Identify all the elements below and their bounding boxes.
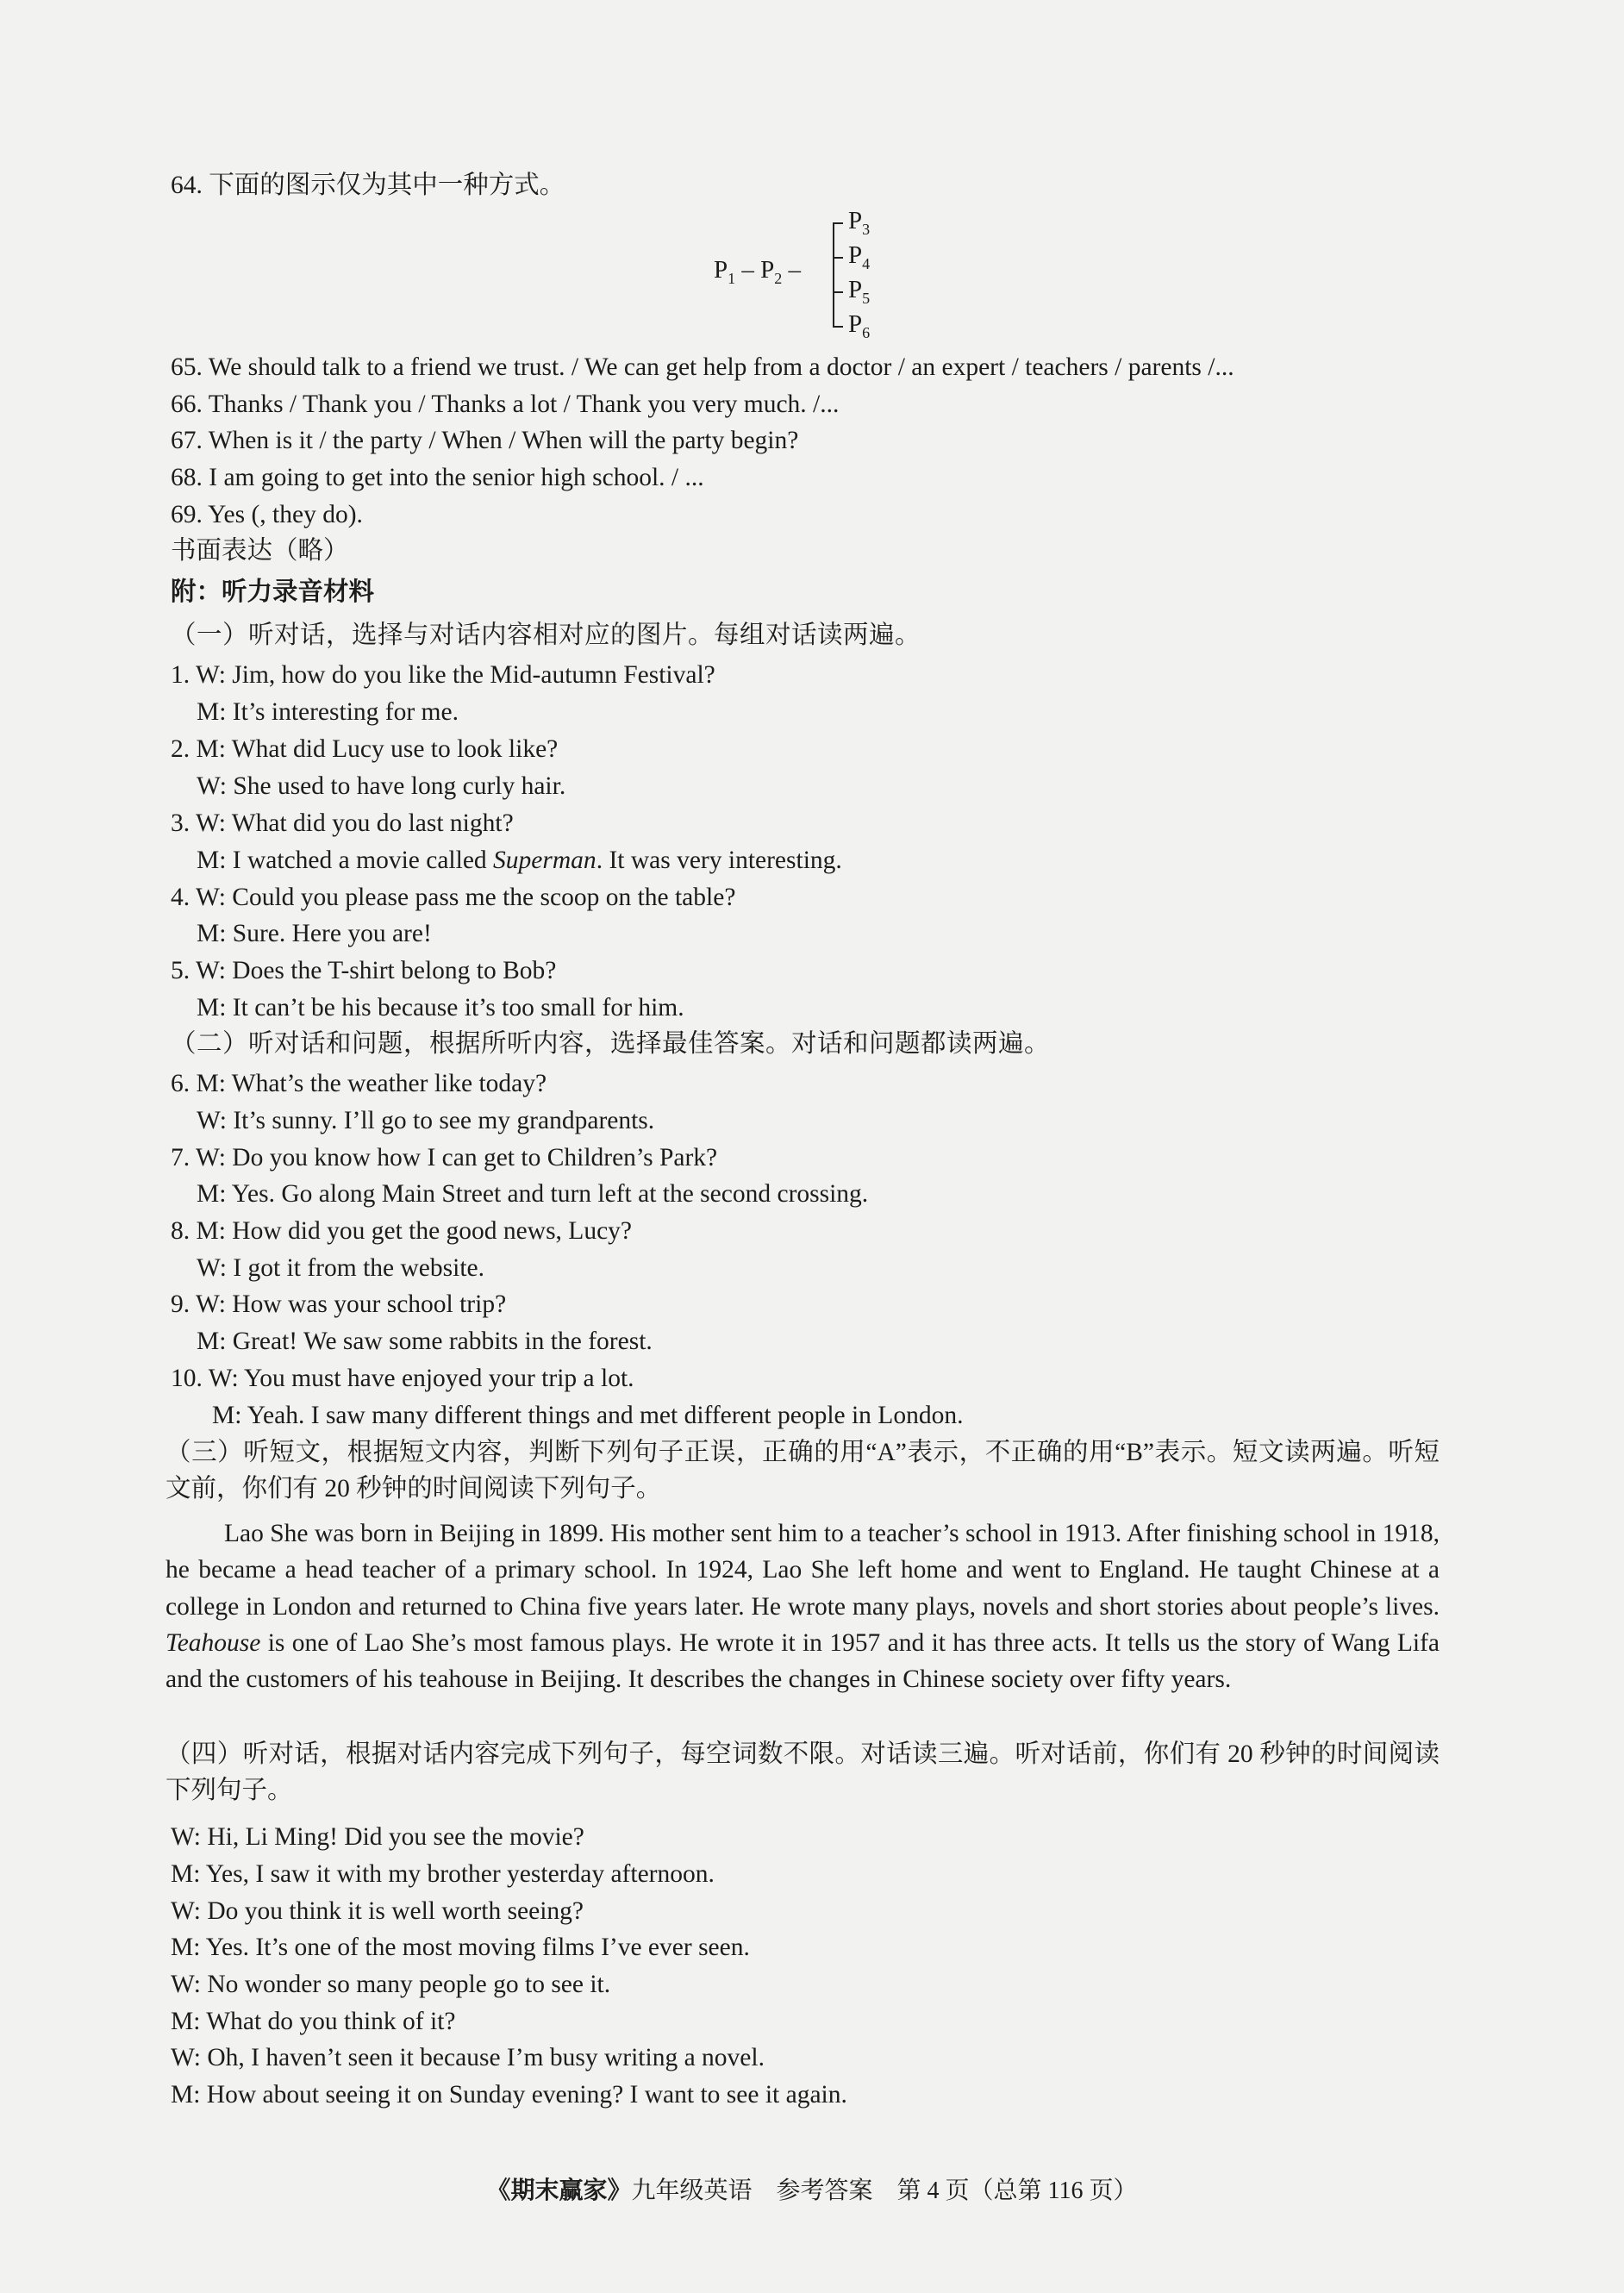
dialogue-line: W: No wonder so many people go to see it. — [171, 1971, 611, 1998]
dialogue-line: W: She used to have long curly hair. — [197, 772, 566, 800]
dialogue-line: M: Yes, I saw it with my brother yesterday afternoon. — [171, 1860, 715, 1888]
dialogue-line: M: Great! We saw some rabbits in the forest. — [197, 1328, 653, 1355]
pathway-diagram — [714, 207, 912, 341]
answer-64: 64. 下面的图示仅为其中一种方式。 — [171, 172, 565, 199]
section-3-heading: （三）听短文，根据短文内容，判断下列句子正误，正确的用“A”表示，不正确的用“B”表示。短文读两遍。听短文前，你们有 20 秒钟的时间阅读下列句子。 — [166, 1439, 1440, 1503]
answer-69: 69. Yes (, they do). — [171, 501, 363, 528]
dialogue-line: W: Oh, I haven’t seen it because I’m busy writing a novel. — [171, 2044, 765, 2071]
section-4-heading: （四）听对话，根据对话内容完成下列句子，每空词数不限。对话读三遍。听对话前，你们有 20 秒钟的时间阅读下列句子。 — [166, 1740, 1440, 1804]
diagram-left-part: $P_1 - P_2$ – — [714, 256, 802, 287]
dialogue-line: 3. W: What did you do last night? — [171, 809, 514, 837]
answer-67: 67. When is it / the party / When / When will the party begin? — [171, 427, 799, 454]
diagram-branch: $P_4$ — [848, 241, 871, 272]
footer-page-info: 九年级英语 参考答案 第 4 页（总第 116 页） — [631, 2177, 1138, 2204]
dialogue-line: M: Yeah. I saw many different things and met different people in London. — [212, 1402, 964, 1429]
section-2-heading: （二）听对话和问题，根据所听内容，选择最佳答案。对话和问题都读两遍。 — [171, 1030, 1051, 1058]
answer-66: 66. Thanks / Thank you / Thanks a lot / Thank you very much. /... — [171, 390, 840, 418]
answer-65: 65. We should talk to a friend we trust. / We can get help from a doctor / an expert / teachers / parents /... — [171, 353, 1234, 381]
movie-title: Superman — [493, 847, 597, 874]
answer-68: 68. I am going to get into the senior high school. / ... — [171, 464, 704, 491]
dialogue-line: 5. W: Does the T-shirt belong to Bob? — [171, 957, 557, 984]
diagram-branch: $P_5$ — [848, 276, 871, 307]
dialogue-line: 9. W: How was your school trip? — [171, 1290, 507, 1318]
dialogue-line: M: It’s interesting for me. — [197, 698, 459, 726]
diagram-branch: $P_6$ — [848, 310, 871, 341]
dialogue-line: W: I got it from the website. — [197, 1254, 484, 1282]
play-title: Teahouse — [166, 1628, 261, 1657]
lao-she-passage: Lao She was born in Beijing in 1899. His mother sent him to a teacher’s school in 1913. After finishing school in 1918, he became a head teacher of a primary school. In 1924, Lao She left home and went to England. He taught Chinese at a college in London and returned to China five years later. He wrote many plays, novels and short stories about people’s lives. Teahouse is one of Lao She’s most famous plays. He wrote it in 1957 and it has three acts. It tells us the story of Wang Lifa and the customers of his teahouse in Beijing. It describes the changes in Chinese society over fifty years. — [166, 1520, 1440, 1694]
diagram-bracket — [833, 222, 843, 328]
section-1-heading: （一）听对话，选择与对话内容相对应的图片。每组对话读两遍。 — [171, 622, 921, 649]
appendix-title: 附：听力录音材料 — [171, 578, 375, 606]
dialogue-line: M: I watched a movie called Superman. It was very interesting. — [197, 847, 842, 874]
dialogue-line: 2. M: What did Lucy use to look like? — [171, 735, 559, 763]
dialogue-line: W: Do you think it is well worth seeing? — [171, 1897, 584, 1925]
dialogue-line: 1. W: Jim, how do you like the Mid-autumn Festival? — [171, 661, 715, 689]
dialogue-line: 10. W: You must have enjoyed your trip a lot. — [171, 1365, 634, 1392]
dialogue-line: M: Yes. It’s one of the most moving films I’ve ever seen. — [171, 1934, 750, 1961]
dialogue-line: M: Yes. Go along Main Street and turn left at the second crossing. — [197, 1180, 869, 1208]
dialogue-line: 4. W: Could you please pass me the scoop on the table? — [171, 884, 736, 911]
dialogue-line: 8. M: How did you get the good news, Lucy? — [171, 1217, 633, 1245]
book-title: 《期末赢家》 — [486, 2177, 632, 2204]
dialogue-line: M: What do you think of it? — [171, 2008, 456, 2035]
dialogue-line: 7. W: Do you know how I can get to Children’s Park? — [171, 1144, 718, 1171]
writing-note: 书面表达（略） — [171, 537, 349, 565]
dialogue-line: M: How about seeing it on Sunday evening? I want to see it again. — [171, 2081, 847, 2109]
dialogue-line: M: Sure. Here you are! — [197, 920, 432, 947]
diagram-branch: $P_3$ — [848, 207, 871, 238]
page-footer — [0, 2174, 1624, 2209]
dialogue-line: M: It can’t be his because it’s too small for him. — [197, 994, 684, 1022]
dialogue-line: W: It’s sunny. I’ll go to see my grandparents. — [197, 1107, 655, 1134]
dialogue-line: W: Hi, Li Ming! Did you see the movie? — [171, 1823, 584, 1851]
dialogue-line: 6. M: What’s the weather like today? — [171, 1070, 547, 1097]
